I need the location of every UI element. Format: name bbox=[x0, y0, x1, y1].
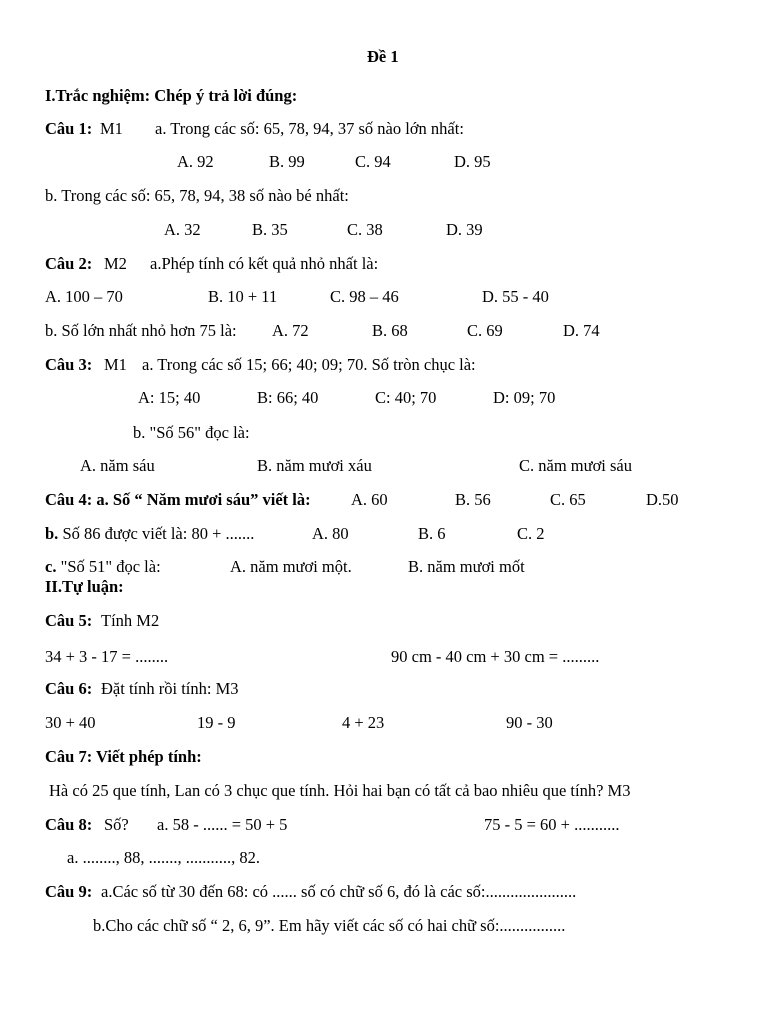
question-4b-option: C. 2 bbox=[517, 524, 545, 543]
question-4c-text: "Số 51" đọc là: bbox=[60, 557, 161, 576]
question-5-text: Tính M2 bbox=[101, 611, 160, 630]
question-5-expression: 34 + 3 - 17 = ........ bbox=[45, 647, 169, 666]
question-2b-option: D. 74 bbox=[563, 321, 600, 340]
question-8-text: Số? bbox=[104, 815, 129, 834]
question-4b-option: A. 80 bbox=[312, 524, 349, 543]
question-4a-option: B. 56 bbox=[455, 490, 491, 509]
question-1b-option: D. 39 bbox=[446, 220, 483, 239]
question-4a-option: A. 60 bbox=[351, 490, 388, 509]
question-1b-option: A. 32 bbox=[164, 220, 201, 239]
question-9-label: Câu 9: bbox=[45, 882, 93, 901]
question-9a-text: a.Các số từ 30 đến 68: có ...... số có chữ số 6, đó là các số:...................... bbox=[101, 882, 577, 901]
question-4b-text: Số 86 được viết là: 80 + ....... bbox=[62, 524, 255, 543]
section-2-heading: II.Tự luận: bbox=[45, 577, 124, 596]
question-3b-text: b. "Số 56" đọc là: bbox=[133, 423, 250, 442]
question-7-text: Hà có 25 que tính, Lan có 3 chục que tính. Hỏi hai bạn có tất cả bao nhiêu que tính? M3 bbox=[49, 781, 631, 800]
question-1a-option: C. 94 bbox=[355, 152, 391, 171]
question-3b-option: C. năm mươi sáu bbox=[519, 456, 632, 475]
question-5-expression: 90 cm - 40 cm + 30 cm = ......... bbox=[391, 647, 600, 666]
question-1a-text: a. Trong các số: 65, 78, 94, 37 số nào lớn nhất: bbox=[155, 119, 464, 138]
question-1-level: M1 bbox=[100, 119, 123, 138]
question-3a-option: A: 15; 40 bbox=[138, 388, 201, 407]
question-4c-option: A. năm mươi một. bbox=[230, 557, 352, 576]
question-4c-option: B. năm mươi mốt bbox=[408, 557, 525, 576]
question-2b-option: C. 69 bbox=[467, 321, 503, 340]
question-7-label: Câu 7: Viết phép tính: bbox=[45, 747, 202, 766]
page-title: Đề 1 bbox=[367, 47, 399, 66]
question-2a-option: A. 100 – 70 bbox=[45, 287, 123, 306]
question-8-expression: a. 58 - ...... = 50 + 5 bbox=[157, 815, 288, 834]
question-2-level: M2 bbox=[104, 254, 127, 273]
question-6-expression: 19 - 9 bbox=[197, 713, 236, 732]
question-3-label: Câu 3: bbox=[45, 355, 93, 374]
question-4c: c. "Số 51" đọc là: bbox=[45, 557, 161, 576]
question-1b-text: b. Trong các số: 65, 78, 94, 38 số nào bé nhất: bbox=[45, 186, 349, 205]
question-2a-text: a.Phép tính có kết quả nhỏ nhất là: bbox=[150, 254, 379, 273]
question-2a-option: C. 98 – 46 bbox=[330, 287, 399, 306]
question-4-label: Câu 4: a. Số “ Năm mươi sáu” viết là: bbox=[45, 490, 311, 509]
question-1b-option: B. 35 bbox=[252, 220, 288, 239]
question-2-label: Câu 2: bbox=[45, 254, 93, 273]
question-6-expression: 90 - 30 bbox=[506, 713, 553, 732]
question-2b-text: b. Số lớn nhất nhỏ hơn 75 là: bbox=[45, 321, 237, 340]
question-3b-option: B. năm mươi xáu bbox=[257, 456, 372, 475]
question-3b-option: A. năm sáu bbox=[80, 456, 155, 475]
question-8-label: Câu 8: bbox=[45, 815, 93, 834]
question-1-label: Câu 1: bbox=[45, 119, 93, 138]
question-3a-option: D: 09; 70 bbox=[493, 388, 556, 407]
question-2b-option: B. 68 bbox=[372, 321, 408, 340]
question-6-text: Đặt tính rồi tính: M3 bbox=[101, 679, 239, 698]
question-9b-text: b.Cho các chữ số “ 2, 6, 9”. Em hãy viết các số có hai chữ số:................ bbox=[93, 916, 566, 935]
question-4b-option: B. 6 bbox=[418, 524, 446, 543]
question-6-expression: 4 + 23 bbox=[342, 713, 385, 732]
question-5-label: Câu 5: bbox=[45, 611, 93, 630]
question-1a-option: B. 99 bbox=[269, 152, 305, 171]
question-1a-option: D. 95 bbox=[454, 152, 491, 171]
question-4a-option: C. 65 bbox=[550, 490, 586, 509]
question-8-expression: 75 - 5 = 60 + ........... bbox=[484, 815, 620, 834]
question-6-expression: 30 + 40 bbox=[45, 713, 96, 732]
question-3a-option: B: 66; 40 bbox=[257, 388, 319, 407]
section-1-heading: I.Trắc nghiệm: Chép ý trả lời đúng: bbox=[45, 86, 298, 105]
question-3-level: M1 bbox=[104, 355, 127, 374]
question-2a-option: D. 55 - 40 bbox=[482, 287, 549, 306]
question-2b-option: A. 72 bbox=[272, 321, 309, 340]
question-3a-text: a. Trong các số 15; 66; 40; 09; 70. Số tròn chục là: bbox=[142, 355, 476, 374]
question-2a-option: B. 10 + 11 bbox=[208, 287, 278, 306]
question-1a-option: A. 92 bbox=[177, 152, 214, 171]
question-3a-option: C: 40; 70 bbox=[375, 388, 437, 407]
question-4a-option: D.50 bbox=[646, 490, 679, 509]
question-4b: b. Số 86 được viết là: 80 + ....... bbox=[45, 524, 255, 543]
question-6-label: Câu 6: bbox=[45, 679, 93, 698]
question-8-sequence: a. ........, 88, ......., ..........., 82. bbox=[67, 848, 260, 867]
question-1b-option: C. 38 bbox=[347, 220, 383, 239]
